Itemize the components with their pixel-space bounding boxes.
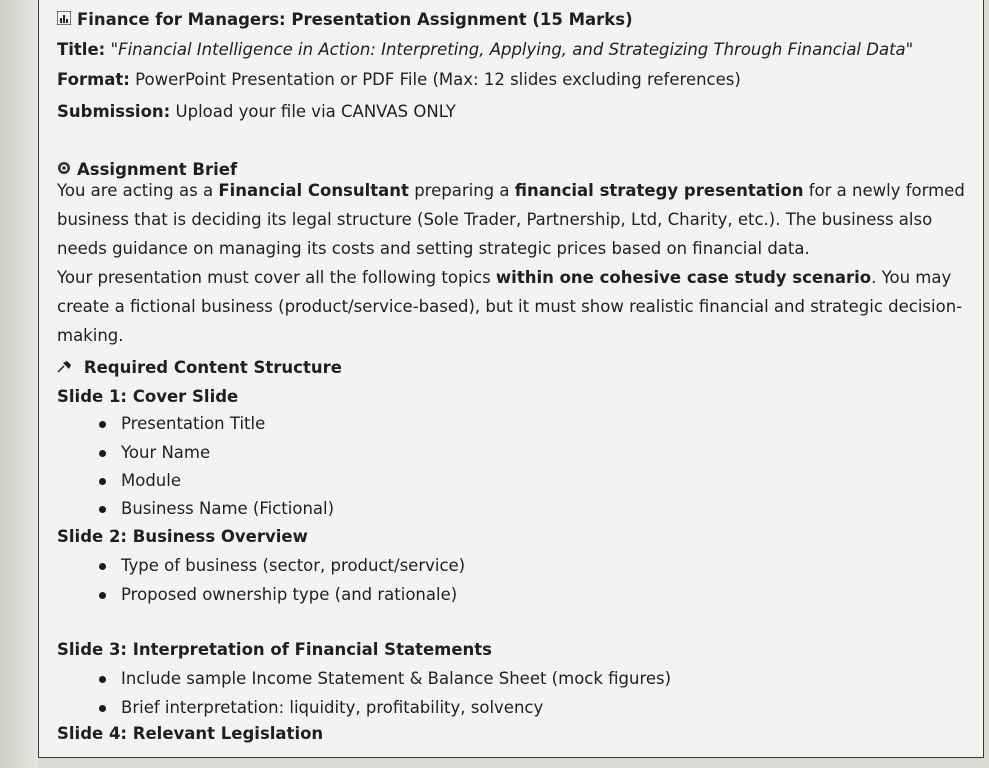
format-value: PowerPoint Presentation or PDF File (Max: 12 slides excluding references): [135, 70, 741, 89]
structure-heading-text: Required Content Structure: [83, 358, 342, 377]
bullet-dot: [99, 705, 106, 712]
list-item: Brief interpretation: liquidity, profitability, solvency: [121, 698, 544, 717]
title-line: [57, 40, 913, 59]
bullet-dot: [99, 676, 106, 683]
slide-3-title: Slide 3: Interpretation of Financial Statements: [57, 640, 493, 659]
submission-line: [57, 102, 456, 121]
list-item: Your Name: [121, 443, 211, 462]
format-label: Format:: [57, 70, 130, 89]
document-title: [57, 10, 633, 29]
title-value: "Financial Intelligence in Action: Interpreting, Applying, and Strategizing Through Financial Data": [110, 40, 914, 59]
title-text: Finance for Managers: Presentation Assignment (15 Marks): [77, 10, 633, 29]
slide-4-title: Slide 4: Relevant Legislation: [57, 724, 324, 743]
bullet-dot: [99, 563, 106, 570]
title-label: Title:: [57, 40, 106, 59]
list-item: Type of business (sector, product/service): [121, 556, 466, 575]
format-line: [57, 70, 741, 89]
list-item: Proposed ownership type (and rationale): [121, 585, 458, 604]
bullet-dot: [99, 478, 106, 485]
bullet-dot: [99, 506, 106, 513]
slide-2-title: Slide 2: Business Overview: [57, 527, 308, 546]
list-item: Business Name (Fictional): [121, 499, 335, 518]
list-item: Include sample Income Statement & Balance Sheet (mock figures): [121, 669, 672, 688]
brief-paragraph-1: You are acting as a Financial Consultant preparing a financial strategy presentation for a newly formed business that is deciding its legal structure (Sole Trader, Partnership, Ltd, Charity, etc.). The business also needs guidance on managing its costs and setting strategic prices based on financial data.: [57, 181, 965, 258]
page-edge-shadow: [0, 0, 38, 768]
list-item: Presentation Title: [121, 414, 266, 433]
bullet-dot: [99, 592, 106, 599]
structure-heading: [57, 358, 342, 377]
slide-1-title: Slide 1: Cover Slide: [57, 387, 239, 406]
bullet-dot: [99, 450, 106, 457]
bullet-dot: [99, 421, 106, 428]
bar-chart-icon: [57, 11, 71, 29]
pin-icon: [57, 361, 78, 377]
list-item: Module: [121, 471, 181, 490]
brief-paragraph-2: Your presentation must cover all the following topics within one cohesive case study scenario. You may create a fictional business (product/service-based), but it must show realistic financial and strategic decision-making.: [57, 268, 963, 345]
submission-value: Upload your file via CANVAS ONLY: [175, 102, 456, 121]
assignment-document: [38, 0, 984, 758]
submission-label: Submission:: [57, 102, 171, 121]
brief-heading-text: Assignment Brief: [77, 160, 238, 179]
